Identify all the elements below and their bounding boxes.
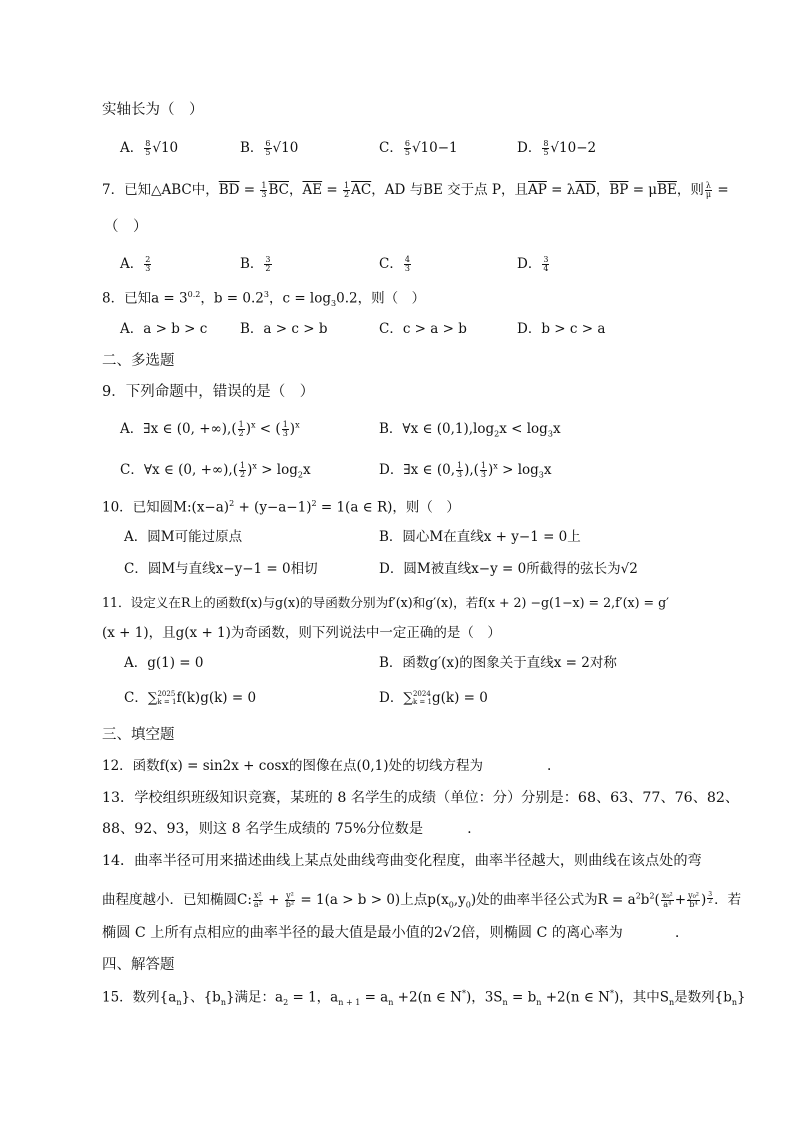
section-fill-in: 三、填空题 [102,727,175,743]
q8-option-c[interactable]: C．c > a > b [379,321,467,337]
q8-stem: 8．已知$a = 3^{0.2}$，$b = 0.2^3$，$c = \log_30.2$，则（ ） [102,290,426,309]
q10-option-a[interactable]: A．圆M可能过原点 [124,529,243,545]
q14-stem-line3: 椭圆 C 上所有点相应的曲率半径的最大值是最小值的2√2倍，则椭圆 C 的离心率为 . [102,925,680,941]
q6-option-b[interactable]: B． $\frac{6}{5}$ √10 [240,139,299,157]
q10-option-d[interactable]: D．圆M被直线x−y = 0所截得的弦长为√2 [379,561,638,577]
section-multiple-choice: 二、多选题 [102,353,175,369]
q6-option-c[interactable]: C． $\frac{6}{5}$ √10−1 [379,139,458,157]
q8-option-a[interactable]: A．a > b > c [120,321,208,337]
q7-option-a[interactable]: A． $\frac{2}{3}$ [120,255,151,273]
q8-option-b[interactable]: B．a > c > b [240,321,328,337]
q11-option-d[interactable]: D．∑ 2024 k = 1 g(k) = 0 [379,690,488,707]
q9-option-a[interactable]: A．∃x ∈ (0, +∞),( $\frac{1}{2}$ )$^x$ < ( $\frac{1}{3}$ )$^x$ [120,420,300,438]
q13-stem-line2: 88、92、93，则这 8 名学生成绩的 75%分位数是 . [102,821,472,837]
q12-stem: 12．函数f(x) = sin2x + cosx的图像在点(0,1)处的切线方程为 . [102,758,552,774]
q11-option-a[interactable]: A．g(1) = 0 [124,655,204,671]
q7-option-c[interactable]: C． $\frac{4}{3}$ [379,255,410,273]
q7-stem: 7．已知△ABC中，$\overline{BD}$ = $\frac{1}{3}$ $\overline{BC}$，$\overline{AE}$ = $\frac{1}{2}$ $\overline{AC}$，AD 与BE 交于点 P，且$\overline{AP} = \lambda\overline{AD}$，$\overline{BP} = \mu\overline{BE}$，则 $\frac{\lambda}{\mu}$ = [102,181,729,199]
q7-option-d[interactable]: D． $\frac{3}{4}$ [517,255,549,273]
q7-option-b[interactable]: B． $\frac{3}{2}$ [240,255,271,273]
q14-stem-line1: 14．曲率半径可用来描述曲线上某点处曲线弯曲变化程度，曲率半径越大，则曲线在该点处的弯 [102,853,702,869]
q13-stem-line1: 13．学校组织班级知识竞赛，某班的 8 名学生的成绩（单位：分）分别是：68、63、77、76、82、 [102,790,740,806]
q15-stem: 15．数列$\{a_n\}$、$\{b_n\}$满足：$a_2 = 1$，$a_{n + 1} = a_n +2(n$ ∈ N*)，$3S_n = b_n +2(n$ ∈ N*)，其中$S_n$是数列$\{b_n\}$ [102,989,746,1008]
q7-paren: （ ） [104,219,148,235]
q8-option-d[interactable]: D．b > c > a [517,321,606,337]
q9-option-d[interactable]: D．∃x ∈ (0, $\frac{1}{3}$ ),( $\frac{1}{3}$ )$^x > \log_3x$ [379,461,552,480]
q9-stem: 9．下列命题中，错误的是（ ） [102,384,315,400]
q6-tail: 实轴长为（ ） [102,102,204,118]
q9-option-b[interactable]: B．∀x ∈ $(0,1),\log_2x < \log_3x$ [379,421,561,439]
q11-option-c[interactable]: C．∑ 2025 k = 1 f(k)g(k) = 0 [124,690,257,707]
q10-option-b[interactable]: B．圆心M在直线x + y−1 = 0上 [379,529,581,545]
section-answer: 四、解答题 [102,957,175,973]
q10-stem: 10．已知圆$M:(x-a)^2 + (y-a-1)^2 = 1(a$ ∈ R)，则（ ） [102,499,460,516]
q10-option-c[interactable]: C．圆M与直线x−y−1 = 0相切 [124,561,318,577]
q11-option-b[interactable]: B．函数g′(x)的图象关于直线x = 2对称 [379,655,617,671]
q9-option-c[interactable]: C．∀x ∈ (0, +∞),( $\frac{1}{2}$ )$^x > \log_2x$ [120,461,311,480]
q11-stem-line1: 11．设定义在R上的函数f(x)与g(x)的导函数分别为f′(x)和g′(x)，若f(x + 2) −g(1−x) = 2,f′(x) = g′ [102,595,670,610]
q11-stem-line2: (x + 1)，且g(x + 1)为奇函数，则下列说法中一定正确的是（ ） [102,625,501,641]
q6-option-a[interactable]: A． $\frac{8}{5}$ √10 [120,139,179,157]
q14-stem-line2: 曲程度越小．已知椭圆C: $\frac{\text{x²}}{\text{a²}}$ + $\frac{\text{y²}}{\text{b²}}$ = 1(a > b > 0)上点$p(x_0,y_0)$处的曲率半径公式为$R = a^2b^2$( $\frac{\text{x₀²}}{\text{a⁴}}$ + $\frac{\text{y₀²}}{\text{b⁴}}$ ) $\frac{3}{2}$ ．若 [102,891,742,910]
q6-option-d[interactable]: D． $\frac{8}{5}$ √10−2 [517,139,597,157]
